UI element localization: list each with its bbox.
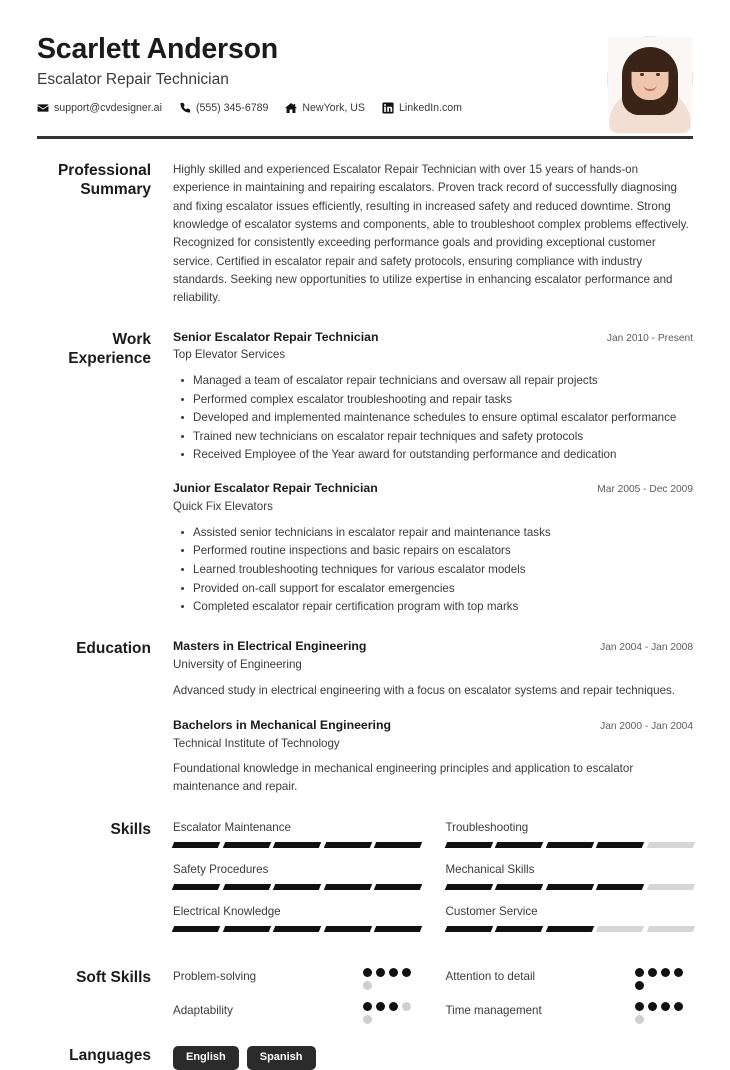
skill-bar-segment: [273, 884, 321, 890]
rating-dot: [648, 1002, 657, 1011]
section-body-summary: [167, 161, 693, 308]
entry-date: Jan 2000 - Jan 2004: [600, 720, 693, 732]
entry-organization: Technical Institute of Technology: [173, 736, 340, 750]
contact-email-label: support@cvdesigner.ai: [54, 101, 162, 114]
skills-grid: [173, 820, 693, 946]
skill-name: Electrical Knowledge: [173, 905, 281, 919]
rating-dot: [402, 1002, 411, 1011]
skill-bar-segment: [222, 926, 270, 932]
section-work-experience: [37, 308, 693, 618]
skill-level-bar: [173, 842, 421, 848]
skill-level-bar: [446, 926, 694, 932]
skill-bar-segment: [273, 842, 321, 848]
skill-bar-segment: [273, 926, 321, 932]
skill-item: [173, 904, 421, 946]
skill-bar-segment: [596, 926, 644, 932]
skill-bar-segment: [172, 842, 220, 848]
soft-skill-name: Attention to detail: [445, 970, 536, 984]
rating-dot: [661, 968, 670, 977]
skill-bar-segment: [172, 926, 220, 932]
skill-item: [446, 862, 694, 904]
soft-skill-rating: [635, 968, 693, 990]
list-item: Provided on-call support for escalator emergencies: [173, 580, 693, 597]
skill-bar-segment: [545, 926, 593, 932]
section-label-education: Education: [76, 640, 151, 658]
skill-bar-segment: [545, 884, 593, 890]
entry-title: Bachelors in Mechanical Engineering: [173, 717, 391, 732]
rating-dot: [635, 981, 644, 990]
rating-dot: [376, 1002, 385, 1011]
entry: [173, 718, 693, 797]
entry-date: Jan 2004 - Jan 2008: [600, 642, 693, 654]
soft-skills-grid: [173, 968, 693, 1024]
rating-dot: [648, 968, 657, 977]
list-item: Managed a team of escalator repair technicians and oversaw all repair projects: [173, 372, 693, 389]
section-body-languages: [167, 1046, 693, 1070]
language-pill: Spanish: [247, 1046, 316, 1070]
entry-date: Mar 2005 - Dec 2009: [597, 484, 693, 496]
contact-location[interactable]: [285, 102, 365, 114]
resume-header: [37, 28, 693, 122]
home-icon: [285, 102, 297, 114]
entry: [173, 639, 693, 700]
skill-level-bar: [173, 926, 421, 932]
entry-description: Foundational knowledge in mechanical engineering principles and application to escalator maintenance and repair.: [173, 762, 634, 794]
entry: [173, 481, 693, 615]
entry-bullet-list: [173, 524, 693, 615]
contact-phone[interactable]: [179, 102, 268, 114]
rating-dot: [635, 1002, 644, 1011]
contact-location-label: NewYork, US: [302, 101, 365, 114]
rating-dot: [635, 1015, 644, 1024]
header-text-block: [37, 34, 593, 114]
soft-skill-rating: [635, 1002, 693, 1024]
section-body-experience: [167, 330, 693, 618]
soft-skill-item: [446, 968, 694, 990]
list-item: Assisted senior technicians in escalator repair and maintenance tasks: [173, 524, 693, 541]
section-label-languages: Languages: [69, 1047, 151, 1065]
section-label-skills: Skills: [110, 821, 151, 839]
skill-item: [173, 820, 421, 862]
rating-dot: [674, 968, 683, 977]
list-item: Developed and implemented maintenance schedules to ensure optimal escalator performance: [173, 409, 693, 426]
list-item: Completed escalator repair certification program with top marks: [173, 598, 693, 615]
entry-title: Masters in Electrical Engineering: [173, 639, 367, 654]
section-body-education: [167, 639, 693, 798]
contact-row: [37, 102, 593, 114]
languages-row: [173, 1046, 693, 1070]
soft-skill-rating: [363, 1002, 421, 1024]
skill-item: [446, 820, 694, 862]
entry-description: Advanced study in electrical engineering with a focus on escalator systems and repair techniques.: [173, 683, 676, 697]
skill-bar-segment: [222, 884, 270, 890]
entry-header: [173, 639, 693, 655]
skill-name: Mechanical Skills: [445, 863, 535, 877]
language-pill: English: [173, 1046, 239, 1070]
skill-bar-segment: [222, 842, 270, 848]
page-title: Scarlett Anderson: [37, 33, 279, 65]
soft-skill-item: [173, 968, 421, 990]
rating-dot: [363, 981, 372, 990]
contact-linkedin[interactable]: [382, 102, 462, 114]
skill-bar-segment: [646, 926, 694, 932]
skill-name: Escalator Maintenance: [173, 821, 291, 835]
entry-title: Junior Escalator Repair Technician: [173, 481, 378, 496]
entry-organization: Quick Fix Elevators: [173, 500, 273, 514]
contact-phone-label: (555) 345-6789: [195, 101, 269, 114]
skill-bar-segment: [444, 842, 492, 848]
entry: [173, 330, 693, 464]
entry-bullet-list: [173, 372, 693, 463]
list-item: Received Employee of the Year award for outstanding performance and dedication: [173, 446, 693, 463]
contact-email[interactable]: [37, 102, 162, 114]
skill-bar-segment: [374, 842, 422, 848]
skill-bar-segment: [172, 884, 220, 890]
list-item: Performed routine inspections and basic repairs on escalators: [173, 542, 693, 559]
skill-bar-segment: [596, 842, 644, 848]
job-title: Escalator Repair Technician: [37, 71, 229, 89]
section-soft-skills: [37, 946, 693, 1024]
soft-skill-name: Adaptability: [173, 1004, 233, 1018]
section-body-soft-skills: [167, 968, 693, 1024]
rating-dot: [674, 1002, 683, 1011]
skill-bar-segment: [646, 842, 694, 848]
list-item: Learned troubleshooting techniques for various escalator models: [173, 561, 693, 578]
skill-level-bar: [446, 884, 694, 890]
rating-dot: [635, 968, 644, 977]
skill-bar-segment: [323, 884, 371, 890]
rating-dot: [389, 1002, 398, 1011]
rating-dot: [389, 968, 398, 977]
list-item: Trained new technicians on escalator repair techniques and safety protocols: [173, 428, 693, 445]
section-education: [37, 617, 693, 798]
summary-text: Highly skilled and experienced Escalator Repair Technician with over 15 years of hands-on experience in maintaining and repairing escalators. Proven track record of successfully diagnosing and fixing escalator issues efficiently, resulting in increased safety and reduced downtime. Strong knowledge of escalator systems and components, able to troubleshoot complex problems effectively. Recognized for consistently exceeding performance goals and providing exceptional customer service. Certified in escalator repair and safety protocols, ensuring compliance with industry standards. Seeking new opportunities to utilize expertise in enhancing escalator performance and reliability.: [173, 163, 689, 305]
skill-bar-segment: [495, 926, 543, 932]
skill-name: Customer Service: [445, 905, 538, 919]
section-languages: [37, 1024, 693, 1070]
skill-name: Safety Procedures: [173, 863, 269, 877]
entry-date: Jan 2010 - Present: [606, 332, 693, 344]
skill-bar-segment: [374, 884, 422, 890]
section-label-summary: Professional Summary: [57, 162, 151, 199]
rating-dot: [363, 1015, 372, 1024]
skill-level-bar: [173, 884, 421, 890]
skill-item: [173, 862, 421, 904]
section-body-skills: [167, 820, 693, 946]
skill-bar-segment: [646, 884, 694, 890]
phone-icon: [179, 102, 191, 114]
avatar: [607, 34, 693, 122]
section-skills: [37, 798, 693, 946]
skill-bar-segment: [374, 926, 422, 932]
section-professional-summary: [37, 139, 693, 308]
skill-bar-segment: [545, 842, 593, 848]
rating-dot: [402, 968, 411, 977]
skill-level-bar: [446, 842, 694, 848]
skill-bar-segment: [444, 884, 492, 890]
entry-title: Senior Escalator Repair Technician: [173, 329, 379, 344]
skill-bar-segment: [495, 842, 543, 848]
rating-dot: [363, 1002, 372, 1011]
skill-item: [446, 904, 694, 946]
skill-name: Troubleshooting: [445, 821, 529, 835]
entry-header: [173, 330, 693, 346]
rating-dot: [661, 1002, 670, 1011]
section-label-experience: Work Experience: [68, 330, 151, 367]
section-label-soft-skills: Soft Skills: [76, 969, 151, 987]
soft-skill-item: [446, 1002, 694, 1024]
skill-bar-segment: [444, 926, 492, 932]
skill-bar-segment: [495, 884, 543, 890]
rating-dot: [363, 968, 372, 977]
list-item: Performed complex escalator troubleshooting and repair tasks: [173, 391, 693, 408]
contact-linkedin-label: LinkedIn.com: [399, 101, 463, 114]
entry-header: [173, 718, 693, 734]
skill-bar-segment: [323, 842, 371, 848]
skill-bar-segment: [323, 926, 371, 932]
soft-skill-name: Problem-solving: [173, 970, 257, 984]
entry-organization: University of Engineering: [173, 658, 302, 672]
soft-skill-rating: [363, 968, 421, 990]
entry-header: [173, 481, 693, 497]
profile-photo: [607, 36, 693, 122]
soft-skill-name: Time management: [445, 1004, 542, 1018]
linkedin-icon: [382, 102, 394, 114]
entry-organization: Top Elevator Services: [173, 348, 286, 362]
soft-skill-item: [173, 1002, 421, 1024]
email-icon: [37, 102, 49, 114]
rating-dot: [376, 968, 385, 977]
skill-bar-segment: [596, 884, 644, 890]
